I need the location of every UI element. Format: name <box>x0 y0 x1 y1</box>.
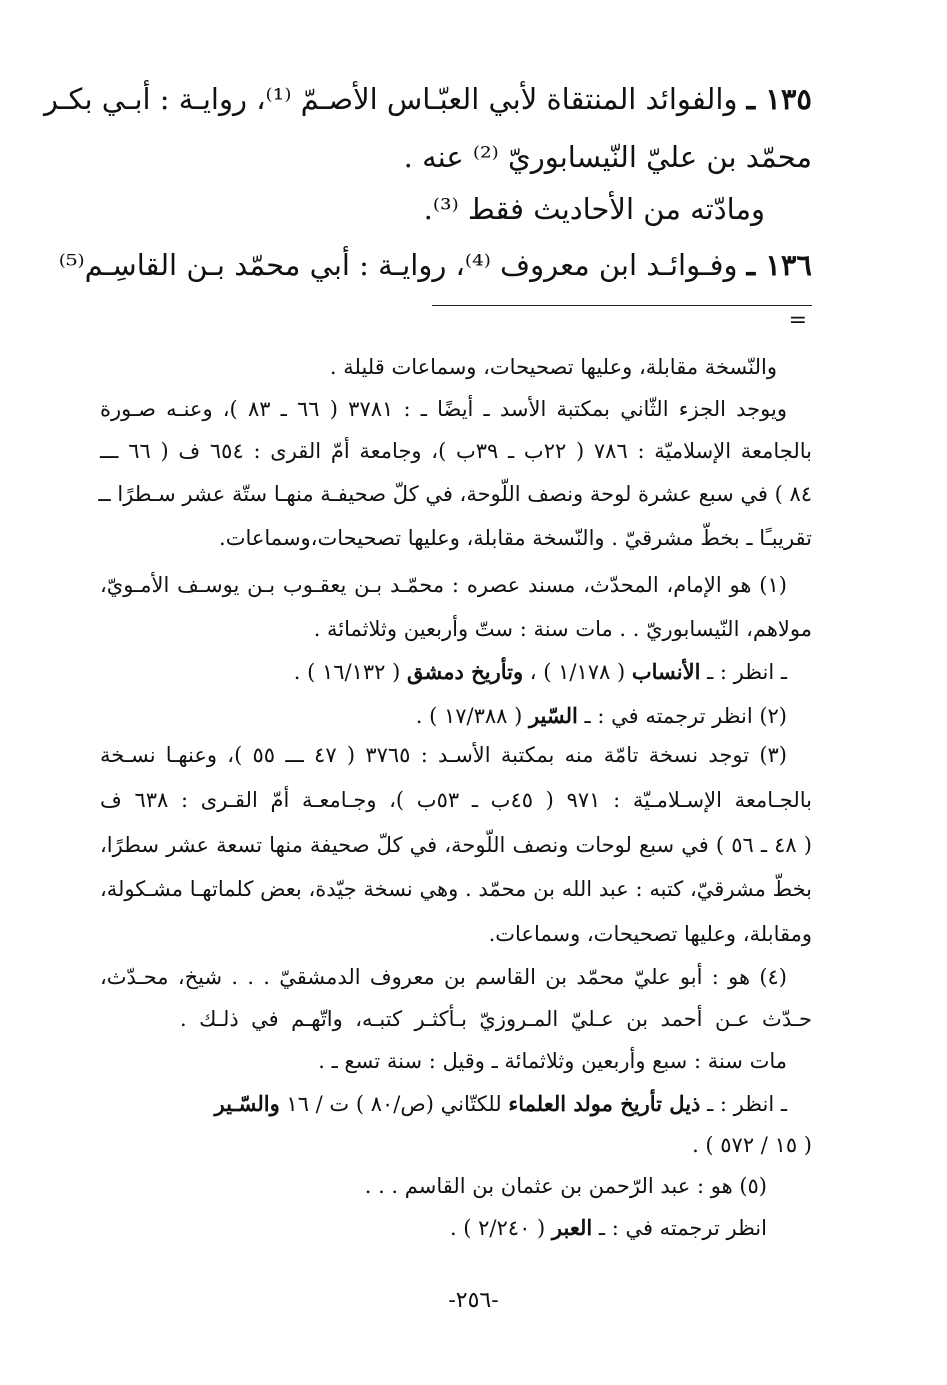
footnote-1-line-3 <box>100 659 787 685</box>
source-ref: للكتّاني (ص/٨٠ ) ت / ١٦ <box>279 1092 509 1116</box>
see-prefix: (٢) انظر ترجمته في : ـ <box>577 704 787 728</box>
note-continued-line-3: بالجامعة الإسلاميّة : ٧٨٦ ( ٢٢ب ـ ٣٩ب )، وجامعة أمّ القرى : ٦٥٤ ف ( ٦٦ ـــ <box>100 439 813 463</box>
footnote-1-line-2: مولاهم، النّيسابوريّ . . مات سنة : ستّ وأربعين وثلاثمائة . <box>313 617 812 641</box>
see-prefix: ـ انظر : ـ <box>700 1092 787 1116</box>
continuation-mark: = <box>788 308 807 333</box>
footnote-4-line-2: حـدّث عـن أحمد بن عـليّ المـروزيّ بـأكثـر كتبـه، واتّهـم في ذلـك . <box>180 1007 812 1031</box>
footnote-4-line-3: مات سنة : سبع وأربعين وثلاثمائة ـ وقيل : سنة تسع ـ . <box>318 1049 787 1073</box>
footnote-3-line-4: بخطّ مشرقيّ، كتبه : عبد الله بن محمّد . وهي نسخة جيّدة، بعض كلماتهـا مشـكولة، <box>100 877 812 901</box>
footnote-3-line-1: (٣) توجد نسخة تامّة منه بمكتبة الأسـد : ٣٧٦٥ ( ٤٧ ـــ ٥٥ )، وعنهـا نسـخة <box>100 743 787 767</box>
source-ref: ( ٢/٢٤٠ ) . <box>449 1216 552 1240</box>
entry-135-line-1 <box>43 82 812 117</box>
note-continued-line-2: ويوجد الجزء الثّاني بمكتبة الأسد ـ أيضًا ـ : ٣٧٨١ ( ٦٦ ـ ٨٣ )، وعنـه صـورة <box>100 397 787 421</box>
see-prefix: انظر ترجمته في : ـ <box>592 1216 767 1240</box>
source-title: والسّـير <box>214 1091 280 1116</box>
note-continued-line-4: ٨٤ ) في سبع عشرة لوحة ونصف اللّوحة، في كلّ صحيفـة منهـا ستّة عشر سـطرًا ــ <box>98 482 812 506</box>
footnote-4-line-5: ( ١٥ / ٥٧٢ ) . <box>692 1133 812 1157</box>
entry-135-line-2: محمّد بن عليّ النّيسابوريّ ⁽²⁾ عنه . <box>403 140 812 174</box>
footnote-separator <box>432 305 812 306</box>
footnote-2 <box>100 703 787 729</box>
entry-135-line-3: ومادّته من الأحاديث فقط ⁽³⁾. <box>423 192 765 226</box>
footnote-3-line-2: بالجـامعة الإسـلامـيّة : ٩٧١ ( ٤٥ب ـ ٥٣ب )، وجـامعـة أمّ القـرى : ٦٣٨ ف <box>100 788 813 812</box>
source-ref: ( ١٧/٣٨٨ ) . <box>415 704 529 728</box>
footnote-4-line-1: (٤) هو : أبو عليّ محمّد بن القاسم بن معروف الدمشقيّ . . . شيخ، محـدّث، <box>100 965 787 989</box>
source-title: وتأريخ دمشق <box>407 659 524 684</box>
entry-136-number: ١٣٦ ـ <box>746 248 812 282</box>
source-title: العبر <box>551 1215 593 1240</box>
footnote-1-line-1: (١) هو الإمام، المحدّث، مسند عصره : محمّـد بـن يعقـوب بـن يوسـف الأمـويّ، <box>100 573 787 597</box>
footnote-5-line-2 <box>100 1215 767 1241</box>
entry-136-text: وفـوائـد ابن معروف ⁽⁴⁾، روايـة : أبي محمّد بـن القاسِـم⁽⁵⁾ <box>58 248 738 282</box>
entry-136-line-1 <box>58 248 812 283</box>
footnote-5-line-1: (٥) هو : عبد الرّحمن بن عثمان بن القاسم . . . <box>364 1174 767 1198</box>
footnote-3-line-3: ( ٤٨ ـ ٥٦ ) في سبع لوحات ونصف اللّوحة، في كلّ صحيفة منها تسعة عشر سطرًا، <box>100 833 812 857</box>
source-ref: ( ١٦/١٣٢ ) . <box>293 660 408 684</box>
source-title: ذيل تأريخ مولد العلماء <box>508 1091 701 1116</box>
source-ref: ( ١/١٧٨ ) ، <box>523 660 632 684</box>
page-number: -٢٥٦- <box>448 1288 499 1313</box>
see-prefix: ـ انظر : ـ <box>700 660 787 684</box>
note-continued-line-5: تقريبـًا ـ بخطّ مشرقيّ . والنّسخة مقابلة، وعليها تصحيحات،وسماعات. <box>219 526 812 550</box>
source-title: السّير <box>528 703 578 728</box>
entry-135-text: والفوائد المنتقاة لأبي العبّـاس الأصـمّ ⁽¹⁾، روايـة : أبـي بكـر <box>43 82 738 116</box>
footnote-4-line-4 <box>100 1091 787 1117</box>
note-continued-line-1: والنّسخة مقابلة، وعليها تصحيحات، وسماعات قليلة . <box>329 355 777 379</box>
entry-135-number: ١٣٥ ـ <box>746 82 812 116</box>
footnote-3-line-5: ومقابلة، وعليها تصحيحات، وسماعات. <box>488 922 812 946</box>
source-title: الأنساب <box>631 659 701 684</box>
